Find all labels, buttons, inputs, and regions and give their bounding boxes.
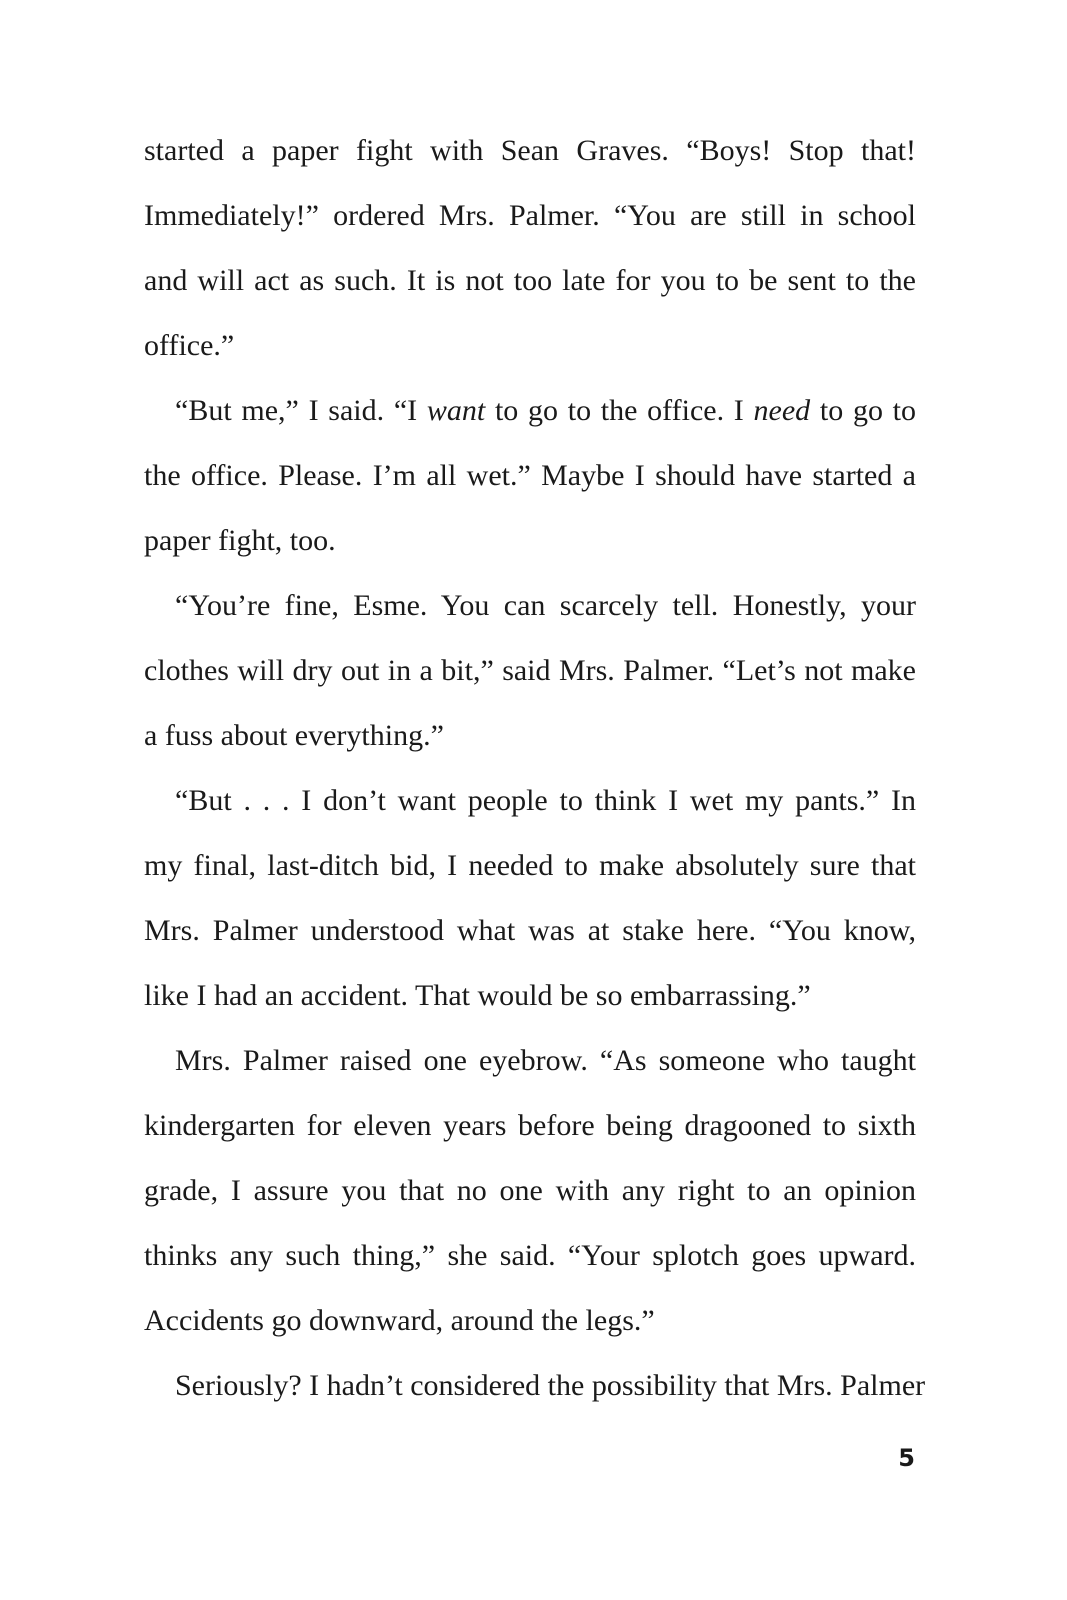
- text-line: “But me,” I said. “I want to go to the office. I need to go to: [175, 394, 917, 427]
- text-line: office.”: [144, 329, 235, 362]
- text-line: clothes will dry out in a bit,” said Mrs. Palmer. “Let’s not make: [144, 654, 916, 687]
- text-line: thinks any such thing,” she said. “Your splotch goes upward.: [144, 1239, 916, 1272]
- emphasis-word: want: [426, 394, 486, 427]
- text-line: the office. Please. I’m all wet.” Maybe I should have started a: [144, 459, 916, 492]
- text-line: started a paper fight with Sean Graves. “Boys! Stop that!: [144, 134, 916, 167]
- text-line: Accidents go downward, around the legs.”: [144, 1304, 655, 1337]
- text-line: Seriously? I hadn’t considered the possibility that Mrs. Palmer: [175, 1369, 926, 1402]
- text-line: grade, I assure you that no one with any right to an opinion: [144, 1174, 916, 1207]
- text-line: paper fight, too.: [144, 524, 336, 557]
- text-line: like I had an accident. That would be so embarrassing.”: [144, 979, 811, 1012]
- text-line: my final, last-ditch bid, I needed to make absolutely sure that: [144, 849, 916, 882]
- text-line: Mrs. Palmer understood what was at stake here. “You know,: [144, 914, 916, 947]
- text-line: “You’re fine, Esme. You can scarcely tell. Honestly, your: [175, 589, 916, 622]
- text-line: a fuss about everything.”: [144, 719, 444, 752]
- page-number: 5: [898, 1444, 915, 1472]
- text-line: and will act as such. It is not too late for you to be sent to the: [144, 264, 916, 297]
- text-line: kindergarten for eleven years before being dragooned to sixth: [144, 1109, 916, 1142]
- text-line: Mrs. Palmer raised one eyebrow. “As someone who taught: [175, 1044, 916, 1077]
- text-line: Immediately!” ordered Mrs. Palmer. “You are still in school: [144, 199, 916, 232]
- emphasis-word: need: [753, 394, 811, 427]
- body-text: [144, 118, 926, 1418]
- text-line: “But . . . I don’t want people to think I wet my pants.” In: [175, 784, 916, 817]
